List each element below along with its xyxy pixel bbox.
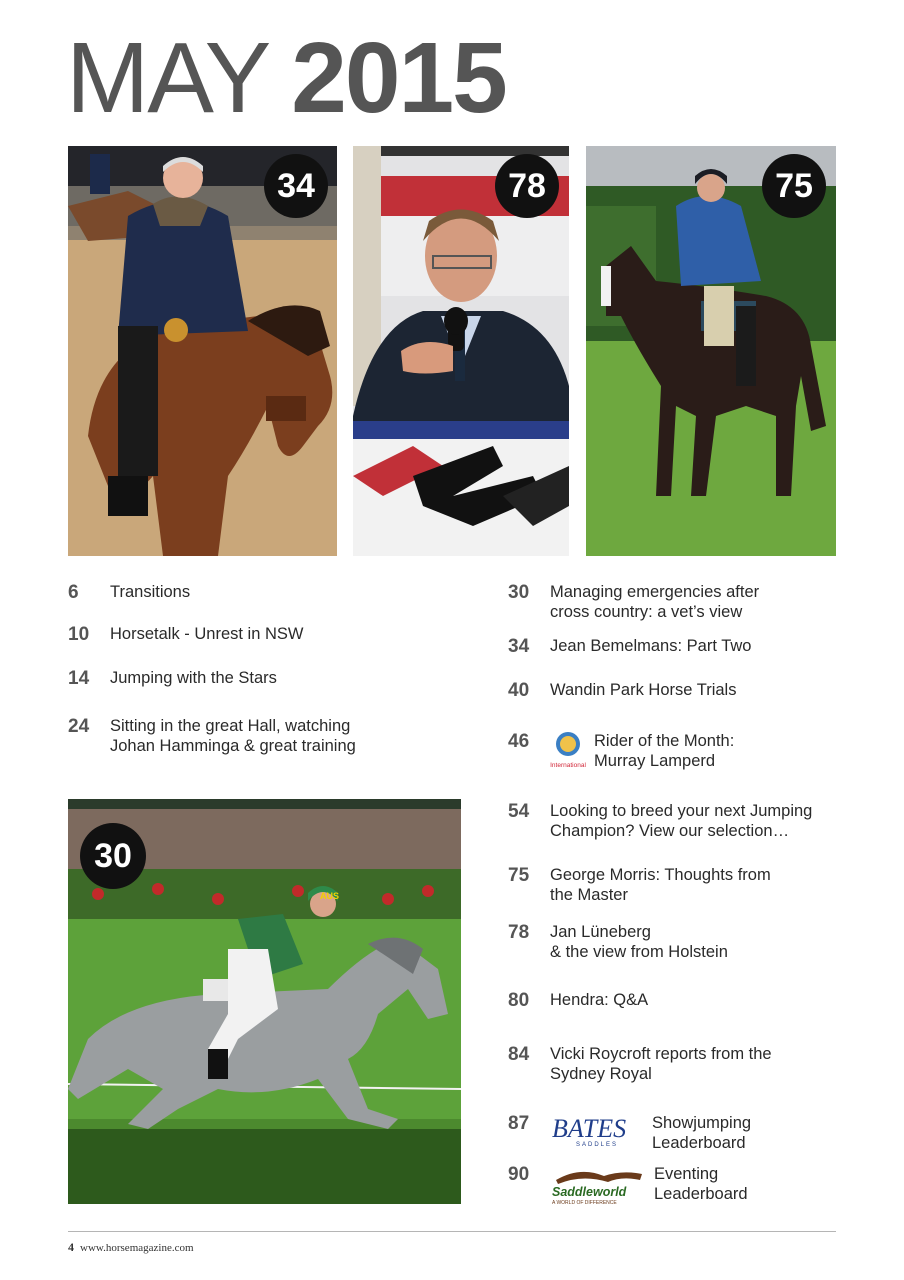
international-logo-text: International: [550, 762, 586, 769]
toc-title-line: & the view from Holstein: [550, 943, 728, 961]
toc-title-line: Johan Hamminga & great training: [110, 737, 356, 755]
toc-title-line: Managing emergencies after: [550, 583, 760, 601]
toc-title-line: cross country: a vet’s view: [550, 603, 743, 621]
toc-item[interactable]: [508, 636, 751, 658]
toc-page-number: 24: [68, 716, 90, 737]
toc-page-number: 90: [508, 1164, 530, 1185]
toc-title-line: Rider of the Month:: [594, 732, 735, 750]
footer-page-number: 4: [68, 1240, 74, 1254]
toc-item[interactable]: [508, 990, 648, 1012]
footer-url[interactable]: www.horsemagazine.com: [80, 1242, 194, 1254]
page-badge-34: 34: [264, 154, 328, 218]
toc-item[interactable]: [508, 801, 812, 841]
toc-title-line: the Master: [550, 886, 628, 904]
toc-item[interactable]: [508, 1164, 748, 1206]
toc-item[interactable]: [508, 680, 736, 702]
toc-page-number: 34: [508, 636, 530, 657]
toc-title-line: Jan Lüneberg: [550, 923, 651, 941]
photo-speaker-at-podium: [353, 146, 569, 556]
photo-eventing-grey-horse: [68, 799, 461, 1204]
toc-page-number: 40: [508, 680, 530, 701]
toc-item[interactable]: [508, 922, 728, 962]
bates-saddles-logo: [550, 1113, 644, 1149]
toc-title-line: Leaderboard: [652, 1134, 746, 1152]
toc-title-line: Wandin Park Horse Trials: [550, 681, 737, 699]
bates-logo-text: BATES: [552, 1114, 627, 1143]
saddleworld-logo-text: Saddleworld: [552, 1185, 627, 1199]
toc-title-line: Looking to breed your next Jumping: [550, 802, 813, 820]
toc-page-number: 30: [508, 582, 530, 603]
toc-item[interactable]: [508, 1044, 772, 1084]
toc-item[interactable]: [68, 716, 356, 756]
toc-title-line: Sitting in the great Hall, watching: [110, 717, 351, 735]
toc-page-number: 84: [508, 1044, 530, 1065]
toc-title-line: George Morris: Thoughts from: [550, 866, 771, 884]
toc-page-number: 54: [508, 801, 530, 822]
toc-page-number: 46: [508, 731, 530, 752]
toc-page-number: 78: [508, 922, 530, 943]
toc-title-line: Transitions: [110, 583, 191, 601]
toc-title-line: Murray Lamperd: [594, 752, 716, 770]
toc-page-number: 10: [68, 624, 90, 645]
photo-rider-dark-horse-field: [586, 146, 836, 556]
issue-title: [66, 22, 506, 134]
toc-page-number: 75: [508, 865, 530, 886]
footer: [68, 1240, 194, 1255]
toc-title-line: Leaderboard: [654, 1185, 748, 1203]
saddleworld-logo: [550, 1164, 646, 1206]
toc-title-line: Showjumping: [652, 1114, 752, 1132]
issue-month: MAY: [66, 22, 270, 134]
international-logo: [550, 731, 586, 771]
toc-page-number: 14: [68, 668, 90, 689]
photo-rider-bay-horse-arena: [68, 146, 337, 556]
toc-title-line: Hendra: Q&A: [550, 991, 649, 1009]
toc-title-line: Champion? View our selection…: [550, 822, 790, 840]
bates-logo-subtext: SADDLES: [575, 1142, 619, 1148]
toc-item[interactable]: [508, 582, 759, 622]
page-badge-75: 75: [762, 154, 826, 218]
footer-divider: [68, 1231, 836, 1232]
issue-year: 2015: [291, 22, 506, 134]
toc-item[interactable]: [508, 731, 734, 771]
toc-item[interactable]: [508, 1113, 751, 1153]
toc-title-line: Vicki Roycroft reports from the: [550, 1045, 772, 1063]
toc-page-number: 87: [508, 1113, 530, 1134]
toc-title-line: Horsetalk - Unrest in NSW: [110, 625, 304, 643]
toc-item[interactable]: [68, 624, 303, 646]
page-badge-30: 30: [80, 823, 146, 889]
toc-item[interactable]: [68, 582, 190, 604]
saddle-cloth-text: AUS: [320, 891, 340, 901]
page-badge-78: 78: [495, 154, 559, 218]
toc-title-line: Jean Bemelmans: Part Two: [550, 637, 752, 655]
toc-item[interactable]: [68, 668, 277, 690]
toc-title-line: Jumping with the Stars: [110, 669, 277, 687]
toc-page-number: 80: [508, 990, 530, 1011]
toc-title-line: Eventing: [654, 1165, 719, 1183]
saddleworld-logo-subtext: A WORLD OF DIFFERENCE: [552, 1200, 617, 1206]
toc-title-line: Sydney Royal: [550, 1065, 652, 1083]
toc-item[interactable]: [508, 865, 771, 905]
toc-page-number: 6: [68, 582, 79, 603]
